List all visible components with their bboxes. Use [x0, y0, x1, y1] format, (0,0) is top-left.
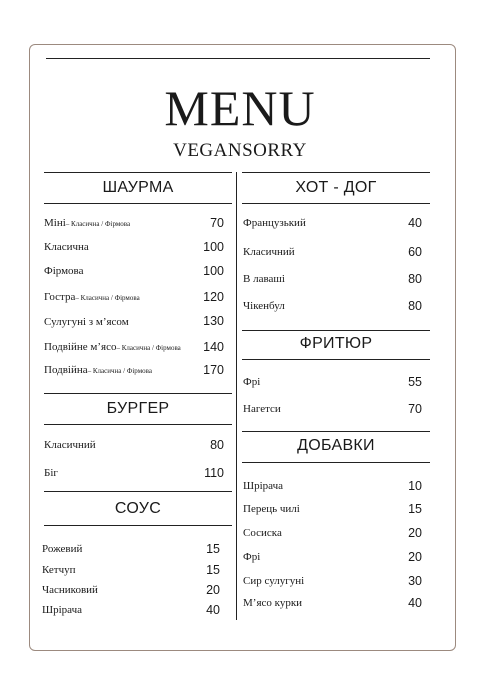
item-name: Подвійна: [44, 364, 88, 376]
hotdog-item: [243, 217, 306, 229]
sauce-item: [42, 584, 98, 596]
item-price: 40: [408, 216, 422, 230]
item-name: Нагетси: [243, 403, 281, 415]
shawarma-item: [44, 291, 140, 303]
extras-item: [243, 527, 282, 539]
sauce-item: [42, 604, 82, 616]
item-price: 70: [408, 402, 422, 416]
item-note: – Класична / Фірмова: [87, 367, 152, 375]
item-price: 80: [408, 299, 422, 313]
item-name: Сулугуні з м’ясом: [44, 316, 129, 328]
hotdog-item: [243, 273, 285, 285]
item-name: Фрі: [243, 551, 261, 563]
section-heading-extras: ДОБАВКИ: [297, 437, 375, 454]
item-name: Фрі: [243, 376, 261, 388]
item-name: Чікенбул: [243, 300, 285, 312]
item-price: 40: [408, 596, 422, 610]
item-name: Кетчуп: [42, 564, 76, 576]
fryer-top-rule: [242, 330, 430, 331]
shawarma-item: [44, 217, 130, 229]
item-price: 20: [206, 583, 220, 597]
item-price: 30: [408, 574, 422, 588]
burger-item: [44, 467, 58, 479]
item-price: 70: [210, 216, 224, 230]
menu-title: MENU: [164, 80, 316, 136]
item-name: Шрірача: [243, 480, 284, 492]
item-name: Французький: [243, 217, 306, 229]
sauce-bottom-rule: [44, 525, 232, 526]
burger-bottom-rule: [44, 424, 232, 425]
item-note: – Класична / Фірмова: [116, 344, 181, 352]
burger-item: [44, 439, 96, 451]
item-name: Гостра: [44, 291, 76, 303]
item-price: 15: [206, 563, 220, 577]
item-price: 15: [206, 542, 220, 556]
item-name: В лаваші: [243, 273, 285, 285]
shawarma-item: [44, 316, 129, 328]
item-price: 140: [203, 340, 224, 354]
section-heading-shawarma: ШАУРМА: [102, 179, 174, 196]
shawarma-item: [44, 265, 83, 277]
fryer-bottom-rule: [242, 359, 430, 360]
item-price: 170: [203, 363, 224, 377]
shawarma-top-rule: [44, 172, 232, 173]
extras-item: [243, 597, 302, 609]
item-price: 40: [206, 603, 220, 617]
item-name: Класичний: [44, 439, 96, 451]
brand-name: VEGANSORRY: [173, 140, 307, 161]
burger-top-rule: [44, 393, 232, 394]
item-price: 10: [408, 479, 422, 493]
item-name: Сосиска: [243, 527, 282, 539]
item-name: Класична: [44, 241, 89, 253]
item-name: М’ясо курки: [243, 597, 303, 609]
item-name: Часниковий: [42, 584, 98, 596]
extras-item: [243, 575, 304, 587]
item-price: 120: [203, 290, 224, 304]
shawarma-item: [44, 364, 152, 376]
fryer-item: [243, 403, 281, 415]
item-note: – Класична / Фірмова: [75, 294, 140, 302]
item-price: 130: [203, 314, 224, 328]
item-price: 60: [408, 245, 422, 259]
item-price: 80: [210, 438, 224, 452]
item-name: Сир сулугуні: [243, 575, 305, 587]
sauce-top-rule: [44, 491, 232, 492]
item-price: 20: [408, 550, 422, 564]
shawarma-item: [44, 341, 181, 353]
sauce-item: [42, 564, 76, 576]
item-name: Міні: [44, 217, 66, 229]
hotdog-item: [243, 246, 295, 258]
item-name: Подвійне м’ясо: [44, 341, 117, 353]
shawarma-item: [44, 241, 89, 253]
extras-top-rule: [242, 431, 430, 432]
item-price: 20: [408, 526, 422, 540]
fryer-item: [243, 376, 260, 388]
item-name: Шрірача: [42, 604, 83, 616]
section-heading-hotdog: ХОТ - ДОГ: [295, 179, 377, 196]
extras-item: [243, 480, 283, 492]
item-name: Біг: [44, 467, 58, 479]
shawarma-bottom-rule: [44, 203, 232, 204]
sauce-item: [42, 543, 82, 555]
section-heading-burger: БУРГЕР: [106, 400, 170, 417]
item-note: – Класична / Фірмова: [65, 220, 131, 228]
item-name: Рожевий: [42, 543, 83, 555]
section-heading-sauce: СОУС: [114, 500, 162, 517]
section-heading-fryer: ФРИТЮР: [299, 335, 373, 352]
extras-bottom-rule: [242, 462, 430, 463]
hotdog-bottom-rule: [242, 203, 430, 204]
item-name: Класичний: [243, 246, 295, 258]
item-price: 15: [408, 502, 422, 516]
extras-item: [243, 503, 300, 515]
item-price: 55: [408, 375, 422, 389]
item-price: 100: [203, 264, 224, 278]
item-name: Фірмова: [44, 265, 84, 277]
item-price: 110: [204, 466, 224, 480]
column-divider: [236, 172, 237, 620]
extras-item: [243, 551, 260, 563]
top-divider: [46, 58, 430, 59]
item-price: 80: [408, 272, 422, 286]
item-price: 100: [203, 240, 224, 254]
hotdog-top-rule: [242, 172, 430, 173]
hotdog-item: [243, 300, 285, 312]
item-name: Перець чилі: [243, 503, 300, 515]
